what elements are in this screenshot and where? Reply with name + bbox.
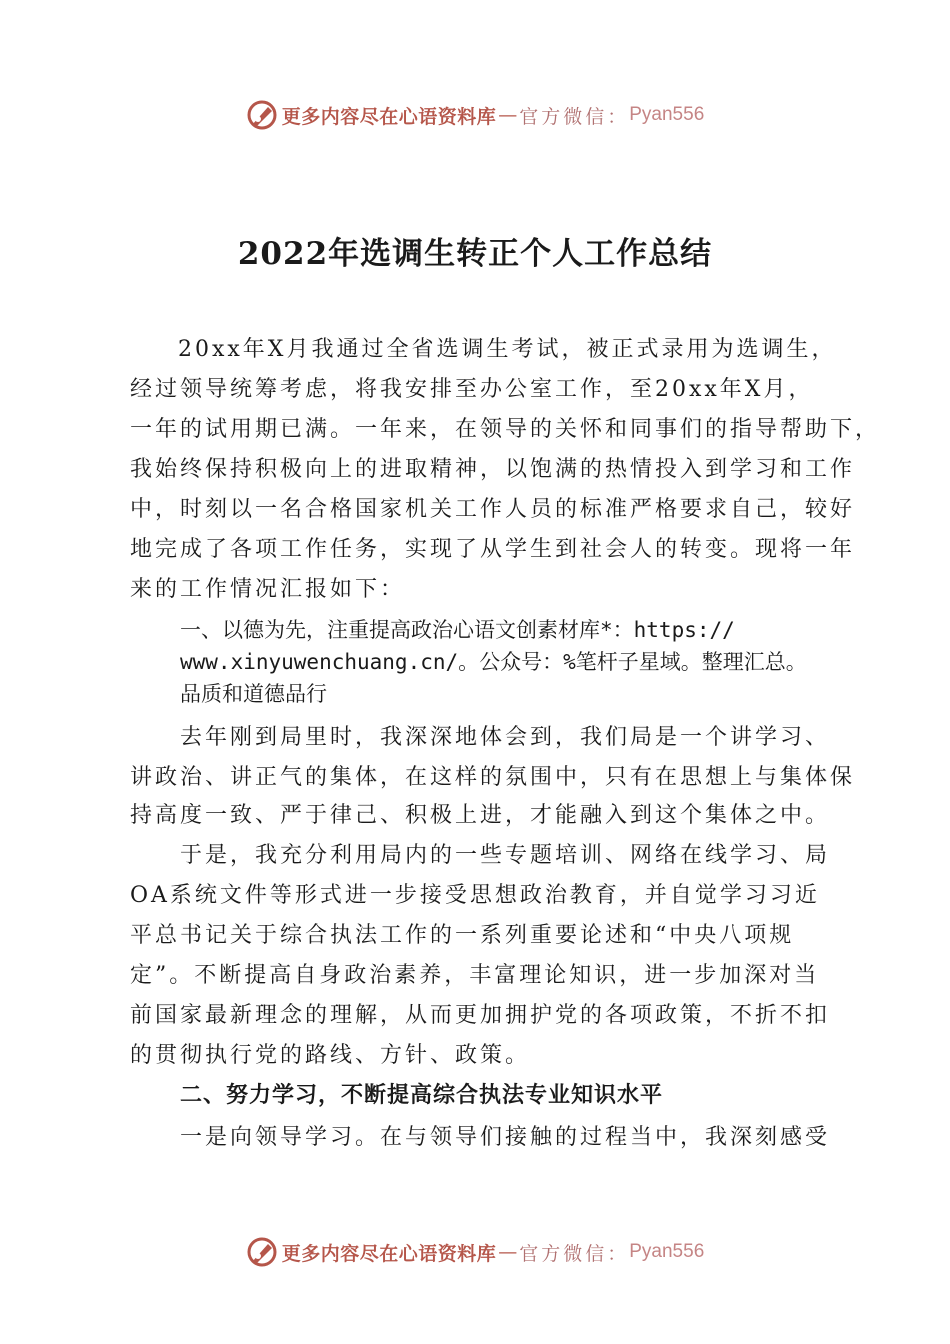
section-two-heading: 二、努力学习，不断提高综合执法专业知识水平 bbox=[180, 1083, 664, 1108]
footer-banner bbox=[0, 1232, 950, 1272]
text-line: 持高度一致、严于律己、积极上进，才能融入到这个集体之中。 bbox=[130, 803, 831, 828]
header-banner bbox=[0, 95, 950, 135]
text-line: 一年的试用期已满。一年来，在领导的关怀和同事们的指导帮助下， bbox=[130, 417, 881, 442]
text-line: 去年刚到局里时，我深深地体会到，我们局是一个讲学习、 bbox=[180, 725, 831, 750]
banner-dash: — bbox=[498, 104, 518, 126]
text-line: 20xx年X月我通过全省选调生考试，被正式录用为选调生， bbox=[178, 337, 837, 362]
pen-logo-icon bbox=[246, 1236, 278, 1268]
pen-logo-icon bbox=[246, 99, 278, 131]
banner-wechat-label: 官方微信： bbox=[519, 1242, 630, 1265]
banner-wechat-label: 官方微信： bbox=[519, 105, 630, 128]
text-line: 一是向领导学习。在与领导们接触的过程当中，我深刻感受 bbox=[180, 1125, 831, 1150]
text-line: 经过领导统筹考虑，将我安排至办公室工作，至20xx年X月， bbox=[130, 377, 814, 402]
text-line: 于是，我充分利用局内的一些专题培训、网络在线学习、局 bbox=[180, 843, 831, 868]
text-line: 地完成了各项工作任务，实现了从学生到社会人的转变。现将一年 bbox=[130, 537, 856, 562]
text-line: 前国家最新理念的理解，从而更加拥护党的各项政策，不折不扣 bbox=[130, 1003, 831, 1028]
text-line: OA系统文件等形式进一步接受思想政治教育，并自觉学习习近 bbox=[130, 883, 820, 908]
text-line: 讲政治、讲正气的集体，在这样的氛围中，只有在思想上与集体保 bbox=[130, 765, 856, 790]
banner-wechat-id: Pyan556 bbox=[629, 1241, 705, 1262]
text-line: 的贯彻执行党的路线、方针、政策。 bbox=[130, 1043, 531, 1068]
section-one-line: www.xinyuwenchuang.cn/。公众号：%笔杆子星域。整理汇总。 bbox=[180, 650, 807, 674]
document-title: 2022年选调生转正个人工作总结 bbox=[237, 236, 713, 272]
banner-dash: — bbox=[498, 1241, 518, 1263]
banner-brand: 更多内容尽在心语资料库 bbox=[281, 1242, 497, 1265]
text-line: 定”。不断提高自身政治素养，丰富理论知识，进一步加深对当 bbox=[130, 963, 820, 988]
section-one-line: 品质和道德品行 bbox=[180, 682, 327, 706]
banner-brand: 更多内容尽在心语资料库 bbox=[281, 105, 497, 128]
text-line: 我始终保持积极向上的进取精神，以饱满的热情投入到学习和工作 bbox=[130, 457, 856, 482]
text-line: 平总书记关于综合执法工作的一系列重要论述和“中央八项规 bbox=[130, 923, 795, 948]
text-line: 来的工作情况汇报如下： bbox=[130, 577, 406, 602]
banner-wechat-id: Pyan556 bbox=[629, 104, 705, 125]
section-one-line: 一、以德为先，注重提高政治心语文创素材库*：https:// bbox=[180, 618, 735, 642]
text-line: 中，时刻以一名合格国家机关工作人员的标准严格要求自己，较好 bbox=[130, 497, 856, 522]
